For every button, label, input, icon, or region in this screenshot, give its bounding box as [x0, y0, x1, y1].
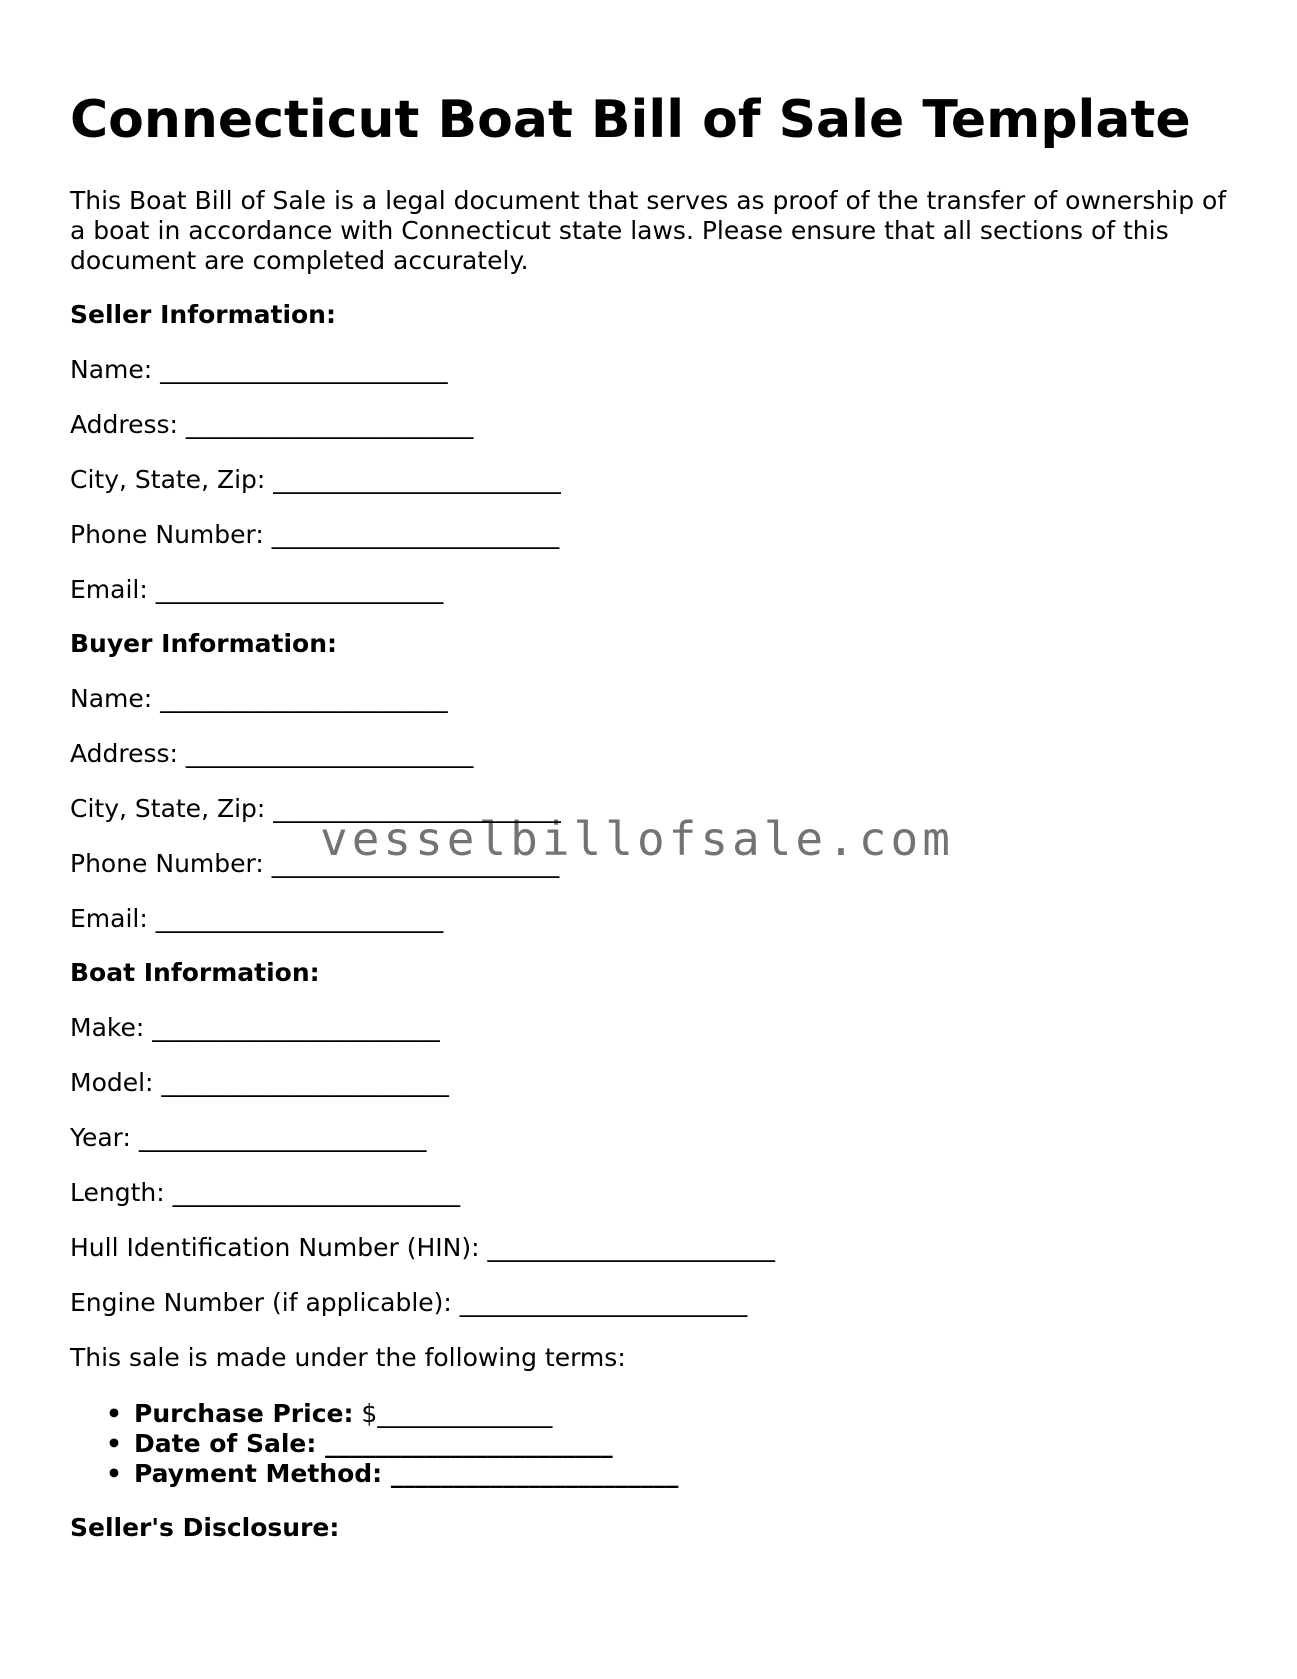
- buyer-email-field[interactable]: Email: _______________________: [70, 904, 444, 933]
- intro-paragraph: This Boat Bill of Sale is a legal document that serves as proof of the transfer of ownership of a boat in accordance with Connecticut state laws. Please ensure that all sections of this document are completed accurately.: [70, 186, 1227, 275]
- payment-method-blank[interactable]: _______________________: [382, 1459, 679, 1488]
- seller-information-heading: Seller Information:: [70, 300, 336, 329]
- boat-make-field[interactable]: Make: _______________________: [70, 1013, 440, 1042]
- buyer-city-state-zip-field[interactable]: City, State, Zip: _______________________: [70, 794, 561, 823]
- purchase-price-label: Purchase Price:: [134, 1399, 354, 1428]
- bullet-icon: •: [106, 1459, 122, 1488]
- buyer-information-heading: Buyer Information:: [70, 629, 338, 658]
- date-of-sale-item[interactable]: [106, 1429, 1230, 1459]
- date-of-sale-label: Date of Sale:: [134, 1429, 317, 1458]
- buyer-address-field[interactable]: Address: _______________________: [70, 739, 474, 768]
- terms-list: [70, 1399, 1230, 1489]
- seller-address-field[interactable]: Address: _______________________: [70, 410, 474, 439]
- bullet-icon: •: [106, 1429, 122, 1458]
- sellers-disclosure-heading: Seller's Disclosure:: [70, 1513, 340, 1542]
- boat-engine-number-field[interactable]: Engine Number (if applicable): _______________________: [70, 1288, 748, 1317]
- seller-phone-field[interactable]: Phone Number: _______________________: [70, 520, 560, 549]
- purchase-price-blank[interactable]: $______________: [353, 1399, 553, 1428]
- buyer-name-field[interactable]: Name: _______________________: [70, 684, 448, 713]
- boat-hin-field[interactable]: Hull Identification Number (HIN): _______________________: [70, 1233, 775, 1262]
- boat-information-heading: Boat Information:: [70, 958, 320, 987]
- boat-year-field[interactable]: Year: _______________________: [70, 1123, 427, 1152]
- bullet-icon: •: [106, 1399, 122, 1428]
- buyer-phone-field[interactable]: Phone Number: _______________________: [70, 849, 560, 878]
- boat-model-field[interactable]: Model: _______________________: [70, 1068, 449, 1097]
- terms-intro: This sale is made under the following terms:: [70, 1343, 626, 1372]
- boat-length-field[interactable]: Length: _______________________: [70, 1178, 461, 1207]
- payment-method-label: Payment Method:: [134, 1459, 383, 1488]
- seller-email-field[interactable]: Email: _______________________: [70, 575, 444, 604]
- watermark: vesselbillofsale.com: [320, 812, 954, 866]
- seller-name-field[interactable]: Name: _______________________: [70, 355, 448, 384]
- seller-city-state-zip-field[interactable]: City, State, Zip: _______________________: [70, 465, 561, 494]
- payment-method-item[interactable]: [106, 1459, 1230, 1489]
- purchase-price-item[interactable]: [106, 1399, 1230, 1429]
- date-of-sale-blank[interactable]: _______________________: [316, 1429, 613, 1458]
- document-title: Connecticut Boat Bill of Sale Template: [70, 90, 1191, 150]
- document-page: [70, 0, 1230, 1543]
